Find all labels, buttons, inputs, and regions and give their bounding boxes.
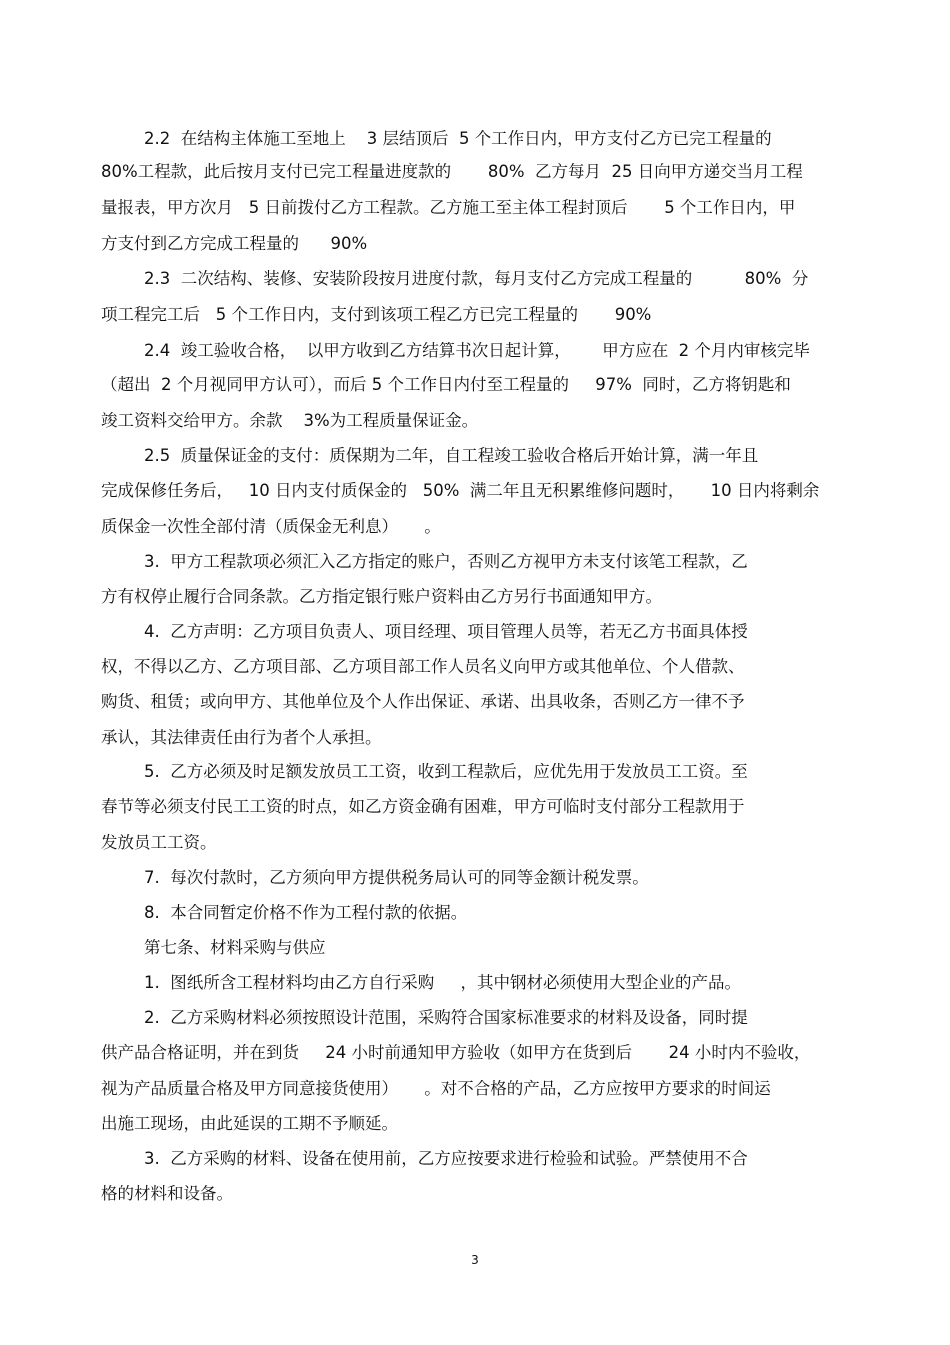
paragraph-line: 格的材料和设备。 (101, 1184, 233, 1203)
paragraph-line: 5. 乙方必须及时足额发放员工工资，收到工程款后，应优先用于发放员工工资。至 (144, 762, 748, 781)
paragraph-line: 项工程完工后 5 个工作日内，支付到该项工程乙方已完工程量的 90% (101, 305, 652, 324)
paragraph-line: 出施工现场，由此延误的工期不予顺延。 (101, 1114, 398, 1133)
paragraph-line: 质保金一次性全部付清（质保金无利息） 。 (101, 517, 441, 536)
paragraph-line: 3. 乙方采购的材料、设备在使用前，乙方应按要求进行检验和试验。严禁使用不合 (144, 1149, 748, 1168)
paragraph-line: 2.4 竣工验收合格， 以甲方收到乙方结算书次日起计算， 甲方应在 2 个月内审核完毕 (144, 341, 810, 360)
paragraph-line: 春节等必须支付民工工资的时点，如乙方资金确有困难，甲方可临时支付部分工程款用于 (101, 797, 745, 816)
paragraph-line: 完成保修任务后， 10 日内支付质保金的 50% 满二年且无积累维修问题时， 10 日内将剩余 (101, 481, 820, 500)
paragraph-line: 承认，其法律责任由行为者个人承担。 (101, 728, 382, 747)
paragraph-line: 4. 乙方声明：乙方项目负责人、项目经理、项目管理人员等，若无乙方书面具体授 (144, 622, 748, 641)
paragraph-line: 8. 本合同暂定价格不作为工程付款的依据。 (144, 903, 468, 922)
paragraph-line: 2.2 在结构主体施工至地上 3 层结顶后 5 个工作日内，甲方支付乙方已完工程量的 (144, 129, 772, 148)
paragraph-line: 方支付到乙方完成工程量的 90% (101, 234, 368, 253)
paragraph-line: 竣工资料交给甲方。余款 3%为工程质量保证金。 (101, 411, 479, 430)
paragraph-line: 2. 乙方采购材料必须按照设计范围，采购符合国家标准要求的材料及设备，同时提 (144, 1008, 748, 1027)
paragraph-line: 购货、租赁；或向甲方、其他单位及个人作出保证、承诺、出具收条，否则乙方一律不予 (101, 692, 745, 711)
paragraph-line: 量报表，甲方次月 5 日前拨付乙方工程款。乙方施工至主体工程封顶后 5 个工作日内，甲 (101, 198, 796, 217)
paragraph-line: 3. 甲方工程款项必须汇入乙方指定的账户，否则乙方视甲方未支付该笔工程款，乙 (144, 552, 748, 571)
paragraph-line: 发放员工工资。 (101, 833, 217, 852)
paragraph-line: 权，不得以乙方、乙方项目部、乙方项目部工作人员名义向甲方或其他单位、个人借款、 (101, 657, 745, 676)
page-number: 3 (471, 1253, 479, 1267)
paragraph-line: 2.3 二次结构、装修、安装阶段按月进度付款，每月支付乙方完成工程量的 80% 分 (144, 269, 809, 288)
paragraph-line: 方有权停止履行合同条款。乙方指定银行账户资料由乙方另行书面通知甲方。 (101, 587, 662, 606)
section-heading: 第七条、材料采购与供应 (144, 938, 326, 957)
paragraph-line: 视为产品质量合格及甲方同意接货使用） 。对不合格的产品，乙方应按甲方要求的时间运 (101, 1079, 771, 1098)
paragraph-line: 供产品合格证明，并在到货 24 小时前通知甲方验收（如甲方在货到后 24 小时内不验收， (101, 1043, 811, 1062)
paragraph-line: 2.5 质量保证金的支付：质保期为二年，自工程竣工验收合格后开始计算，满一年且 (144, 446, 759, 465)
paragraph-line: 7. 每次付款时，乙方须向甲方提供税务局认可的同等金额计税发票。 (144, 868, 649, 887)
paragraph-line: （超出 2 个月视同甲方认可），而后 5 个工作日内付至工程量的 97% 同时，乙方将钥匙和 (101, 375, 791, 394)
paragraph-line: 1. 图纸所含工程材料均由乙方自行采购 ，其中钢材必须使用大型企业的产品。 (144, 973, 741, 992)
paragraph-line: 80%工程款，此后按月支付已完工程量进度款的 80% 乙方每月 25 日向甲方递交当月工程 (101, 162, 803, 181)
